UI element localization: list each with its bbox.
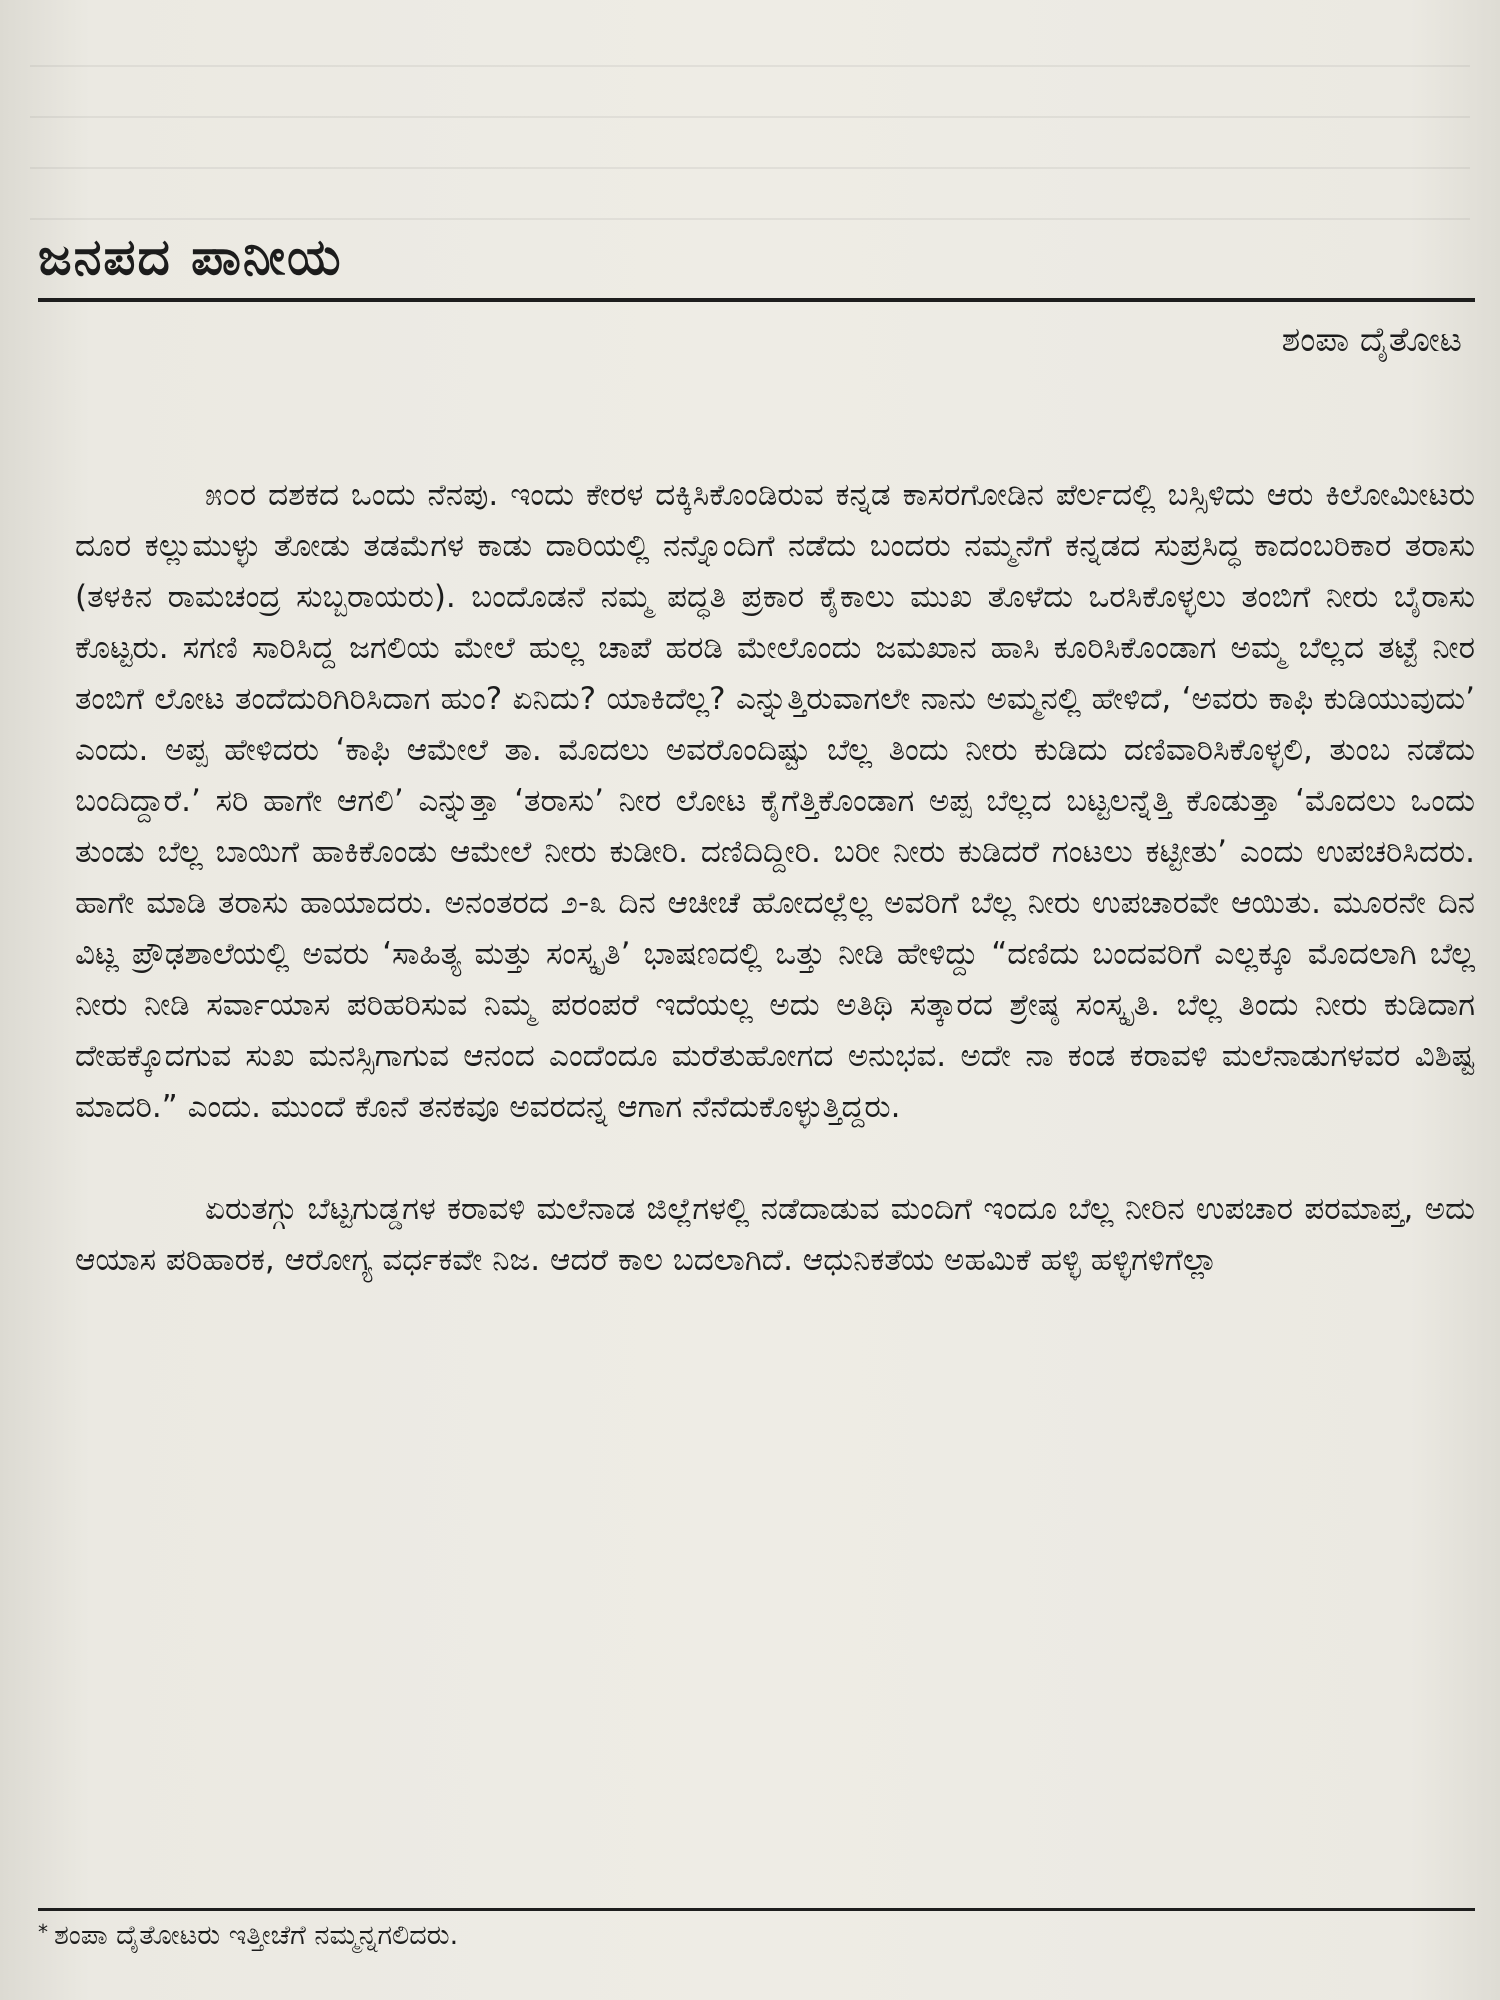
article-body (75, 470, 1475, 1286)
title-divider (38, 298, 1475, 302)
paragraph-2: ಏರುತಗ್ಗು ಬೆಟ್ಟಗುಡ್ಡಗಳ ಕರಾವಳಿ ಮಲೆನಾಡ ಜಿಲ್ಲೆಗಳಲ್ಲಿ ನಡೆದಾಡುವ ಮಂದಿಗೆ ಇಂದೂ ಬೆಲ್ಲ ನೀರಿನ ಉಪಚಾರ ಪರಮಾಪ್ತ, ಅದು ಆಯಾಸ ಪರಿಹಾರಕ, ಆರೋಗ್ಯ ವರ್ಧಕವೇ ನಿಜ. ಆದರೆ ಕಾಲ ಬದಲಾಗಿದೆ. ಆಧುನಿಕತೆಯ ಅಹಮಿಕೆ ಹಳ್ಳಿ ಹಳ್ಳಿಗಳಿಗೆಲ್ಲಾ (75, 1191, 1475, 1278)
footnote-text: ಶಂಪಾ ದೈತೋಟರು ಇತ್ತೀಚೆಗೆ ನಮ್ಮನ್ನಗಲಿದರು. (54, 1920, 459, 1951)
previous-page-bleed-through (30, 20, 1470, 220)
footnote-divider (38, 1908, 1475, 1911)
footnote (38, 1920, 458, 1952)
article-title: ಜನಪದ ಪಾನೀಯ (38, 228, 343, 286)
paragraph-1: ೫೦ರ ದಶಕದ ಒಂದು ನೆನಪು. ಇಂದು ಕೇರಳ ದಕ್ಕಿಸಿಕೊಂಡಿರುವ ಕನ್ನಡ ಕಾಸರಗೋಡಿನ ಪೆರ್ಲದಲ್ಲಿ ಬಸ್ಸಿಳಿದು ಆರು ಕಿಲೋಮೀಟರು ದೂರ ಕಲ್ಲುಮುಳ್ಳು ತೋಡು ತಡಮೆಗಳ ಕಾಡು ದಾರಿಯಲ್ಲಿ ನನ್ನೊಂದಿಗೆ ನಡೆದು ಬಂದರು ನಮ್ಮನೆಗೆ ಕನ್ನಡದ ಸುಪ್ರಸಿದ್ಧ ಕಾದಂಬರಿಕಾರ ತರಾಸು (ತಳಕಿನ ರಾಮಚಂದ್ರ ಸುಬ್ಬರಾಯರು). ಬಂದೊಡನೆ ನಮ್ಮ ಪದ್ಧತಿ ಪ್ರಕಾರ ಕೈಕಾಲು ಮುಖ ತೊಳೆದು ಒರಸಿಕೊಳ್ಳಲು ತಂಬಿಗೆ ನೀರು ಬೈರಾಸು ಕೊಟ್ಟರು. ಸಗಣಿ ಸಾರಿಸಿದ್ದ ಜಗಲಿಯ ಮೇಲೆ ಹುಲ್ಲ ಚಾಪೆ ಹರಡಿ ಮೇಲೊಂದು ಜಮಖಾನ ಹಾಸಿ ಕೂರಿಸಿಕೊಂಡಾಗ ಅಮ್ಮ ಬೆಲ್ಲದ ತಟ್ಟೆ ನೀರ ತಂಬಿಗೆ ಲೋಟ ತಂದೆದುರಿಗಿರಿಸಿದಾಗ ಹುಂ? ಏನಿದು? ಯಾಕಿದೆಲ್ಲ? ಎನ್ನುತ್ತಿರುವಾಗಲೇ ನಾನು ಅಮ್ಮನಲ್ಲಿ ಹೇಳಿದೆ, ‘ಅವರು ಕಾಫಿ ಕುಡಿಯುವುದು’ ಎಂದು. ಅಪ್ಪ ಹೇಳಿದರು ‘ಕಾಫಿ ಆಮೇಲೆ ತಾ. ಮೊದಲು ಅವರೊಂದಿಷ್ಟು ಬೆಲ್ಲ ತಿಂದು ನೀರು ಕುಡಿದು ದಣಿವಾರಿಸಿಕೊಳ್ಳಲಿ, ತುಂಬ ನಡೆದು ಬಂದಿದ್ದಾರೆ.’ ಸರಿ ಹಾಗೇ ಆಗಲಿ’ ಎನ್ನುತ್ತಾ ‘ತರಾಸು’ ನೀರ ಲೋಟ ಕೈಗೆತ್ತಿಕೊಂಡಾಗ ಅಪ್ಪ ಬೆಲ್ಲದ ಬಟ್ಟಲನ್ನೆತ್ತಿ ಕೊಡುತ್ತಾ ‘ಮೊದಲು ಒಂದು ತುಂಡು ಬೆಲ್ಲ ಬಾಯಿಗೆ ಹಾಕಿಕೊಂಡು ಆಮೇಲೆ ನೀರು ಕುಡೀರಿ. ದಣಿದಿದ್ದೀರಿ. ಬರೀ ನೀರು ಕುಡಿದರೆ ಗಂಟಲು ಕಟ್ಟೀತು’ ಎಂದು ಉಪಚರಿಸಿದರು. ಹಾಗೇ ಮಾಡಿ ತರಾಸು ಹಾಯಾದರು. ಅನಂತರದ ೨-೩ ದಿನ ಆಚೀಚೆ ಹೋದಲ್ಲೆಲ್ಲ ಅವರಿಗೆ ಬೆಲ್ಲ ನೀರು ಉಪಚಾರವೇ ಆಯಿತು. ಮೂರನೇ ದಿನ ವಿಟ್ಲ ಪ್ರೌಢಶಾಲೆಯಲ್ಲಿ ಅವರು ‘ಸಾಹಿತ್ಯ ಮತ್ತು ಸಂಸ್ಕೃತಿ’ ಭಾಷಣದಲ್ಲಿ ಒತ್ತು ನೀಡಿ ಹೇಳಿದ್ದು “ದಣಿದು ಬಂದವರಿಗೆ ಎಲ್ಲಕ್ಕೂ ಮೊದಲಾಗಿ ಬೆಲ್ಲ ನೀರು ನೀಡಿ ಸರ್ವಾಯಾಸ ಪರಿಹರಿಸುವ ನಿಮ್ಮ ಪರಂಪರೆ ಇದೆಯಲ್ಲ ಅದು ಅತಿಥಿ ಸತ್ಕಾರದ ಶ್ರೇಷ್ಠ ಸಂಸ್ಕೃತಿ. ಬೆಲ್ಲ ತಿಂದು ನೀರು ಕುಡಿದಾಗ ದೇಹಕ್ಕೊದಗುವ ಸುಖ ಮನಸ್ಸಿಗಾಗುವ ಆನಂದ ಎಂದೆಂದೂ ಮರೆತುಹೋಗದ ಅನುಭವ. ಅದೇ ನಾ ಕಂಡ ಕರಾವಳಿ ಮಲೆನಾಡುಗಳವರ ವಿಶಿಷ್ಟ ಮಾದರಿ.” ಎಂದು. ಮುಂದೆ ಕೊನೆ ತನಕವೂ ಅವರದನ್ನ ಆಗಾಗ ನೆನೆದುಕೊಳ್ಳುತ್ತಿದ್ದರು. (75, 477, 1475, 1125)
author-name: ಶಂಪಾ ದೈತೋಟ (1281, 320, 1462, 360)
footnote-marker: * (38, 1920, 48, 1944)
